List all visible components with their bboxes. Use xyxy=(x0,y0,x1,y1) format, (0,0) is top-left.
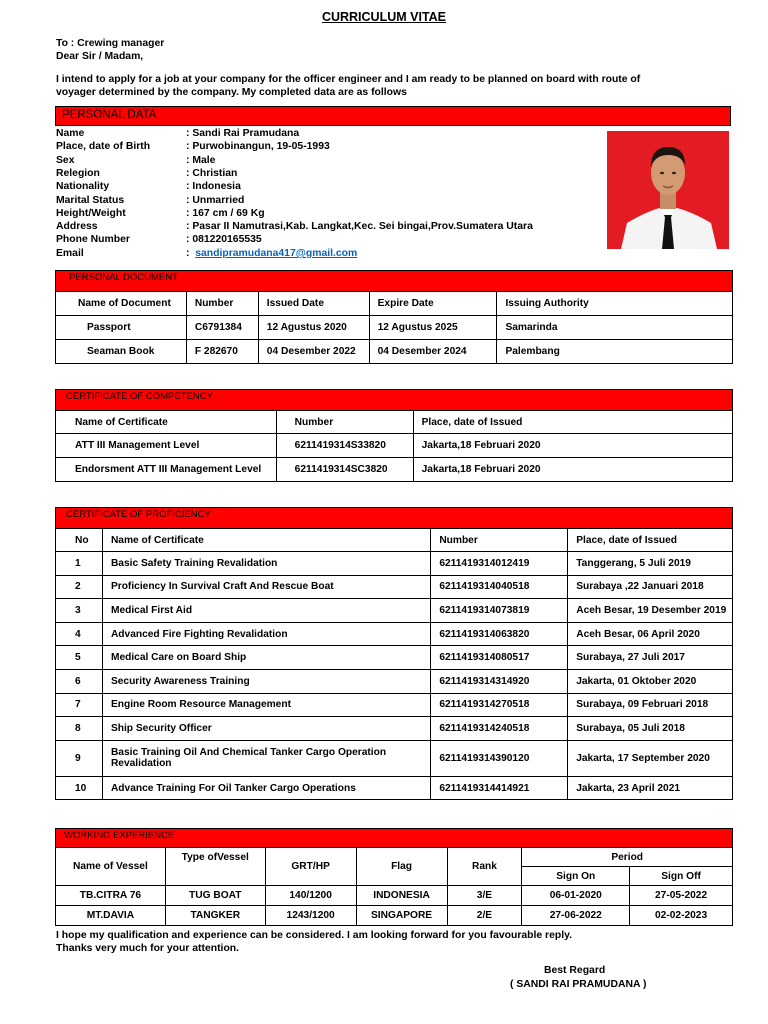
personal-data-label: Marital Status xyxy=(56,194,125,206)
table-cell: Ship Security Officer xyxy=(102,717,430,741)
personal-data-row xyxy=(56,167,237,180)
table-cell: Surabaya, 05 Juli 2018 xyxy=(568,717,733,741)
personal-data-row xyxy=(56,180,241,193)
table-cell: SINGAPORE xyxy=(356,906,447,926)
personal-data-value: : Purwobinangun, 19-05-1993 xyxy=(186,141,330,153)
recipient-line: To : Crewing manager xyxy=(56,38,165,49)
personal-data-row xyxy=(56,233,262,246)
table-cell: 3/E xyxy=(447,886,522,906)
table-cell: Aceh Besar, 06 April 2020 xyxy=(568,622,733,646)
personal-data-label: Nationality xyxy=(56,181,110,193)
table-row xyxy=(56,575,733,599)
personal-data-label: Place, date of Birth xyxy=(56,141,151,153)
competency-header-label: CERTIFICATE OF COMPETENCY xyxy=(66,391,213,402)
table-cell: 06-01-2020 xyxy=(522,886,630,906)
column-header: Number xyxy=(186,292,258,316)
personal-data-row xyxy=(56,194,244,207)
table-cell: Palembang xyxy=(497,340,733,364)
column-header: Number xyxy=(431,529,568,552)
personal-data-header-label: PERSONAL DATA xyxy=(62,109,157,121)
table-cell: 2/E xyxy=(447,906,522,926)
table-cell: F 282670 xyxy=(186,340,258,364)
table-cell: Basic Safety Training Revalidation xyxy=(102,552,430,576)
table-cell: TANGKER xyxy=(165,906,265,926)
table-cell: C6791384 xyxy=(186,316,258,340)
email-row xyxy=(56,247,357,260)
column-header: Number xyxy=(276,411,413,434)
table-cell: Proficiency In Survival Craft And Rescue Boat xyxy=(102,575,430,599)
table-cell: 6211419314S33820 xyxy=(276,434,413,458)
table-cell: 1243/1200 xyxy=(265,906,356,926)
table-cell: 7 xyxy=(56,693,103,717)
column-header: Name of Certificate xyxy=(102,529,430,552)
table-cell: 6211419314414921 xyxy=(431,776,568,800)
column-header: Name of Document xyxy=(56,292,187,316)
table-cell: 2 xyxy=(56,575,103,599)
table-cell: Security Awareness Training xyxy=(102,669,430,693)
column-header: Flag xyxy=(356,848,447,886)
personal-data-value: : 167 cm / 69 Kg xyxy=(186,207,265,219)
table-cell: Endorsment ATT III Management Level xyxy=(56,458,277,482)
table-cell: 6211419314073819 xyxy=(431,599,568,623)
table-cell: Jakarta,18 Februari 2020 xyxy=(413,458,732,482)
table-row xyxy=(56,646,733,670)
column-header: Place, date of Issued xyxy=(413,411,732,434)
column-header: GRT/HP xyxy=(265,848,356,886)
table-cell: Seaman Book xyxy=(56,340,187,364)
table-cell: Advanced Fire Fighting Revalidation xyxy=(102,622,430,646)
column-header: Rank xyxy=(447,848,522,886)
table-cell: Jakarta, 23 April 2021 xyxy=(568,776,733,800)
table-cell: 8 xyxy=(56,717,103,741)
table-cell: MT.DAVIA xyxy=(56,906,166,926)
experience-header xyxy=(55,828,733,848)
profile-photo xyxy=(607,131,729,249)
personal-document-table xyxy=(55,291,733,364)
table-cell: 3 xyxy=(56,599,103,623)
email-label: Email xyxy=(56,248,84,259)
table-cell: Jakarta, 01 Oktober 2020 xyxy=(568,669,733,693)
table-cell: 27-06-2022 xyxy=(522,906,630,926)
column-header: Place, date of Issued xyxy=(568,529,733,552)
personal-data-label: Sex xyxy=(56,154,75,166)
table-cell: 27-05-2022 xyxy=(630,886,733,906)
table-cell: Medical Care on Board Ship xyxy=(102,646,430,670)
personal-data-value: : 081220165535 xyxy=(186,234,262,246)
table-cell: 12 Agustus 2025 xyxy=(369,316,497,340)
closing-line-2: Thanks very much for your attention. xyxy=(56,943,240,954)
closing-line-1: I hope my qualification and experience can be considered. I am looking forward for you favourable reply. xyxy=(56,930,572,941)
column-header: Issuing Authority xyxy=(497,292,733,316)
table-cell: Jakarta,18 Februari 2020 xyxy=(413,434,732,458)
table-cell: 6211419314240518 xyxy=(431,717,568,741)
personal-data-label: Name xyxy=(56,128,85,139)
column-header: Expire Date xyxy=(369,292,497,316)
table-cell: INDONESIA xyxy=(356,886,447,906)
table-cell: ATT III Management Level xyxy=(56,434,277,458)
personal-document-header xyxy=(55,270,733,292)
competency-header xyxy=(55,389,733,411)
table-cell: Medical First Aid xyxy=(102,599,430,623)
signature-name: ( SANDI RAI PRAMUDANA ) xyxy=(510,979,647,990)
personal-data-header xyxy=(55,106,731,126)
table-row xyxy=(56,740,733,776)
personal-data-row xyxy=(56,140,330,153)
table-cell: 5 xyxy=(56,646,103,670)
proficiency-header xyxy=(55,507,733,529)
column-header: Name of Certificate xyxy=(56,411,277,434)
table-cell: Samarinda xyxy=(497,316,733,340)
table-cell: 02-02-2023 xyxy=(630,906,733,926)
page-title: CURRICULUM VITAE xyxy=(321,10,447,24)
table-cell: Tanggerang, 5 Juli 2019 xyxy=(568,552,733,576)
table-cell: 6211419314040518 xyxy=(431,575,568,599)
personal-data-row xyxy=(56,154,215,167)
table-cell: 10 xyxy=(56,776,103,800)
personal-document-header-label: PERSONAL DOCUMENT xyxy=(69,272,178,283)
column-header: Type ofVessel xyxy=(165,848,265,886)
table-cell: 6 xyxy=(56,669,103,693)
table-cell: 140/1200 xyxy=(265,886,356,906)
personal-data-value: : Unmarried xyxy=(186,194,245,206)
table-row xyxy=(56,340,733,364)
intro-line-2: voyager determined by the company. My completed data are as follows xyxy=(56,87,407,98)
personal-data-label: Phone Number xyxy=(56,234,130,246)
table-cell: TUG BOAT xyxy=(165,886,265,906)
email-link[interactable]: sandipramudana417@gmail.com xyxy=(195,248,358,259)
table-header-row xyxy=(56,529,733,552)
table-cell: 6211419314012419 xyxy=(431,552,568,576)
table-row xyxy=(56,552,733,576)
experience-header-label: WORKING EXPERIENCE xyxy=(64,830,175,841)
table-row xyxy=(56,669,733,693)
personal-data-value: : Pasar II Namutrasi,Kab. Langkat,Kec. Sei bingai,Prov.Sumatera Utara xyxy=(186,221,533,233)
personal-data-row xyxy=(56,207,265,220)
table-cell: Passport xyxy=(56,316,187,340)
personal-data-row xyxy=(56,220,533,233)
table-cell: Engine Room Resource Management xyxy=(102,693,430,717)
profile-photo-illustration xyxy=(607,131,729,249)
personal-data-label: Relegion xyxy=(56,167,100,179)
personal-data-value: : Male xyxy=(186,154,216,166)
table-cell: Aceh Besar, 19 Desember 2019 xyxy=(568,599,733,623)
table-row xyxy=(56,886,733,906)
best-regard: Best Regard xyxy=(544,965,606,976)
table-cell: Surabaya ,22 Januari 2018 xyxy=(568,575,733,599)
table-row xyxy=(56,622,733,646)
column-header: Period xyxy=(522,848,733,867)
personal-data-label: Address xyxy=(56,221,98,233)
column-header: Issued Date xyxy=(258,292,369,316)
table-row xyxy=(56,316,733,340)
intro-line-1: I intend to apply for a job at your company for the officer engineer and I am ready to be planned on board with route of xyxy=(56,74,641,85)
table-row xyxy=(56,693,733,717)
table-cell: 1 xyxy=(56,552,103,576)
personal-data-value: : Indonesia xyxy=(186,181,241,193)
table-header-row xyxy=(56,411,733,434)
salutation: Dear Sir / Madam, xyxy=(56,51,144,62)
table-cell: 6211419314390120 xyxy=(431,740,568,776)
email-colon: : xyxy=(186,248,190,259)
table-cell: Advance Training For Oil Tanker Cargo Operations xyxy=(102,776,430,800)
table-cell: 6211419314080517 xyxy=(431,646,568,670)
personal-data-label: Height/Weight xyxy=(56,207,126,219)
table-cell: 6211419314063820 xyxy=(431,622,568,646)
experience-table xyxy=(55,847,733,926)
personal-data-value: : Christian xyxy=(186,167,238,179)
table-cell: Surabaya, 09 Februari 2018 xyxy=(568,693,733,717)
table-cell: 6211419314270518 xyxy=(431,693,568,717)
table-cell: Basic Training Oil And Chemical Tanker Cargo Operation Revalidation xyxy=(102,740,430,776)
personal-data-row xyxy=(56,127,299,140)
table-header-row xyxy=(56,848,733,867)
table-cell: 12 Agustus 2020 xyxy=(258,316,369,340)
table-row xyxy=(56,599,733,623)
table-cell: 9 xyxy=(56,740,103,776)
column-header: Sign Off xyxy=(630,867,733,886)
column-header: Name of Vessel xyxy=(56,848,166,886)
table-row xyxy=(56,434,733,458)
column-header: Sign On xyxy=(522,867,630,886)
table-row xyxy=(56,906,733,926)
column-header: No xyxy=(56,529,103,552)
table-cell: 04 Desember 2024 xyxy=(369,340,497,364)
table-cell: Surabaya, 27 Juli 2017 xyxy=(568,646,733,670)
table-cell: TB.CITRA 76 xyxy=(56,886,166,906)
table-cell: 6211419314314920 xyxy=(431,669,568,693)
table-cell: Jakarta, 17 September 2020 xyxy=(568,740,733,776)
table-cell: 4 xyxy=(56,622,103,646)
personal-data-value: : Sandi Rai Pramudana xyxy=(186,128,300,139)
proficiency-header-label: CERTIFICATE OF PROFICIENCY xyxy=(66,509,211,520)
competency-table xyxy=(55,410,733,482)
table-cell: 04 Desember 2022 xyxy=(258,340,369,364)
table-row xyxy=(56,458,733,482)
table-cell: 6211419314SC3820 xyxy=(276,458,413,482)
table-row xyxy=(56,776,733,800)
table-row xyxy=(56,717,733,741)
proficiency-table xyxy=(55,528,733,800)
table-header-row xyxy=(56,292,733,316)
